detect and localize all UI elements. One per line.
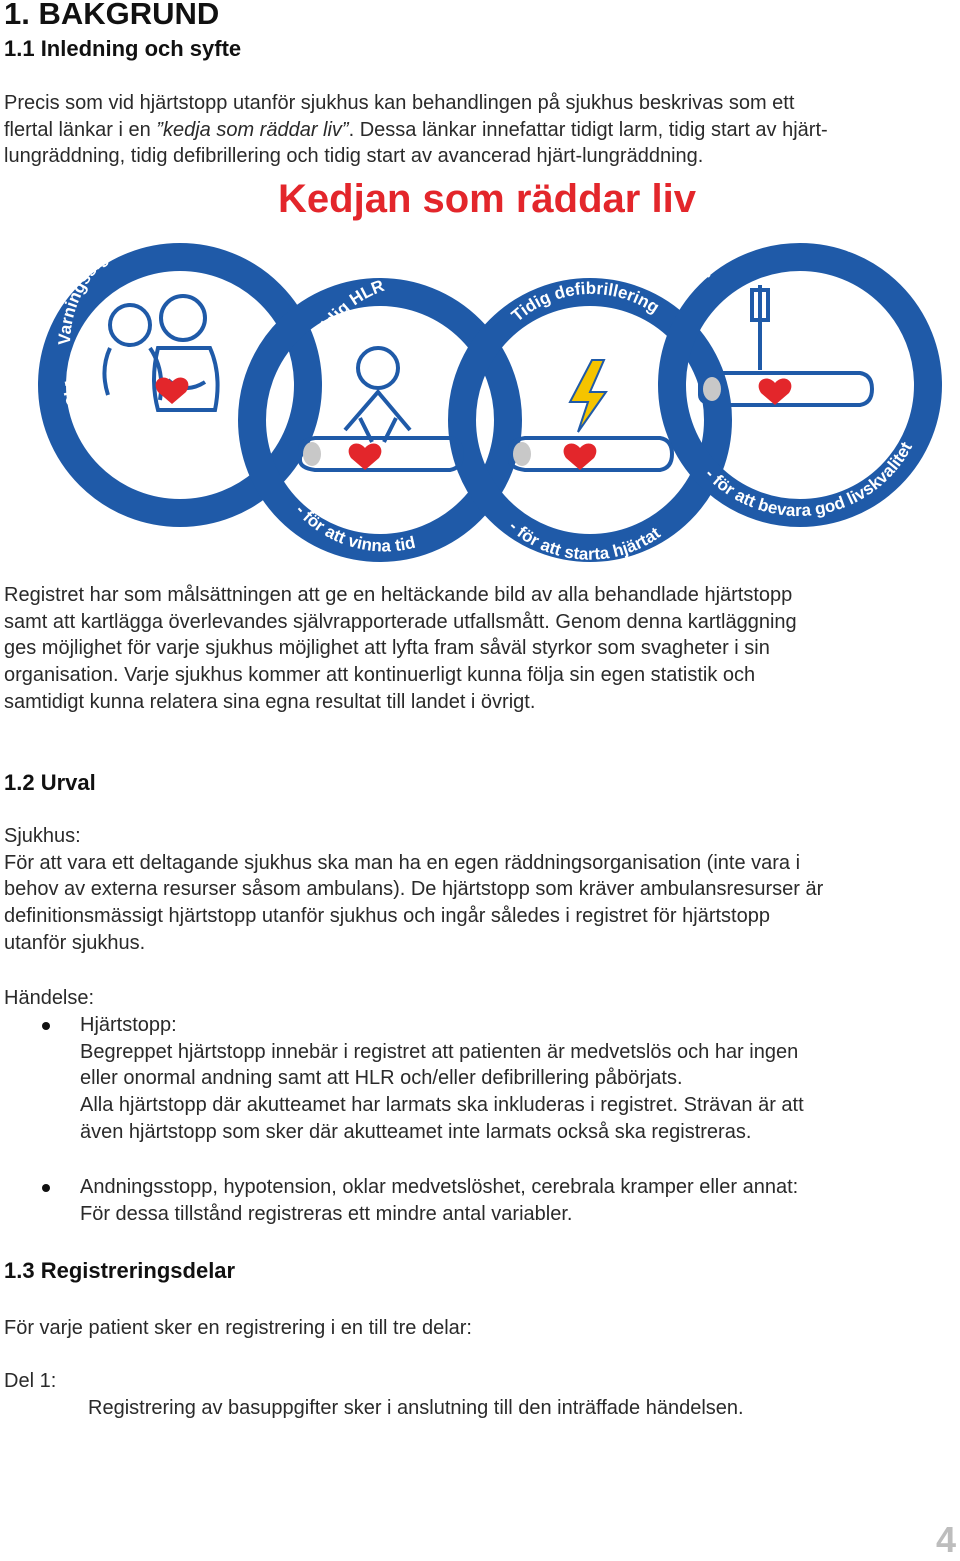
link-3-top-text: Tidig defibrillering	[507, 278, 663, 326]
intro-line-1: Precis som vid hjärtstopp utanför sjukhus kan behandlingen på sjukhus beskrivas som ett	[4, 92, 795, 114]
intro-text: . Dessa länkar innefattar tidigt larm, tidig start av hjärt-	[348, 118, 828, 141]
sjukhus-block	[4, 823, 954, 957]
text-line: För dessa tillstånd registreras ett mindre antal variabler.	[80, 1202, 573, 1225]
text-line: ges möjlighet för varje sjukhus möjlighet att lyfta fram såväl styrkor som svagheter i sin	[4, 637, 770, 660]
registrering-intro: För varje patient sker en registrering i en till tre delar:	[4, 1317, 472, 1339]
link-2-bottom-label	[292, 501, 417, 556]
link-2-top-text: Tidig HLR	[311, 276, 387, 342]
text-line: Registret har som målsättningen att ge en heltäckande bild av alla behandlade hjärtstopp	[4, 584, 793, 606]
heart-icon	[564, 443, 597, 470]
text-line: För att vara ett deltagande sjukhus ska man ha en egen räddningsorganisation (inte vara i	[4, 851, 801, 874]
lightning-icon	[570, 360, 606, 432]
text-line: Andningsstopp, hypotension, oklar medvetslöshet, cerebrala kramper eller annat:	[80, 1176, 799, 1198]
text-line: Begreppet hjärtstopp innebär i registret att patienten är medvetslös och har ingen	[80, 1040, 799, 1063]
text-line: även hjärtstopp som sker där akutteamet inte larmats också ska registreras.	[80, 1120, 752, 1143]
figure-title: Kedjan som räddar liv	[278, 177, 696, 221]
page-heading: 1. BAKGRUND	[4, 0, 220, 31]
patient-head-icon	[513, 442, 531, 466]
text-line: organisation. Varje sjukhus kommer att kontinuerligt kunna följa sin egen statistik och	[4, 664, 756, 687]
chain-illustration	[0, 170, 960, 570]
intro-line-3: lungräddning, tidig defibrillering och tidig start av avancerad hjärt-lungräddning.	[4, 145, 704, 168]
link-2-bottom-text: - för att vinna tid	[291, 500, 418, 556]
text-line: definitionsmässigt hjärtstopp utanför sjukhus och ingår således i registret för hjärtstopp	[4, 905, 770, 928]
sjukhus-label: Sjukhus:	[4, 825, 81, 847]
bullet-icon	[42, 1184, 50, 1192]
section-title-1-1: 1.1 Inledning och syfte	[4, 36, 242, 61]
register-paragraph	[4, 582, 954, 716]
link-3-bottom-text: - för att starta hjärtat	[505, 516, 664, 564]
bullet-icon	[42, 1022, 50, 1030]
link-1-top-text: Varningssignaler och tidigt larm	[54, 215, 267, 346]
text-line: behov av externa resurser såsom ambulans). De hjärtstopp som kräver ambulansresurser är	[4, 878, 824, 901]
section-title-1-3: 1.3 Registreringsdelar	[4, 1258, 236, 1283]
text-line: utanför sjukhus.	[4, 931, 146, 954]
section-title-1-2: 1.2 Urval	[4, 770, 96, 795]
chain-of-survival-figure	[0, 170, 960, 570]
del1-text: Registrering av basuppgifter sker i anslutning till den inträffade händelsen.	[88, 1397, 744, 1419]
handelse-label: Händelse:	[4, 987, 95, 1009]
intro-paragraph	[4, 90, 954, 170]
intro-text: flertal länkar i en	[4, 118, 157, 141]
text-line: samt att kartlägga överlevandes självrapporterade utfallsmått. Genom denna kartläggning	[4, 610, 797, 633]
bullet-andningsstopp	[80, 1174, 954, 1227]
heart-icon	[349, 443, 382, 470]
patient-head-icon	[703, 377, 721, 401]
text-line: eller onormal andning samt att HLR och/eller defibrillering påbörjats.	[80, 1067, 683, 1090]
heart-icon	[759, 378, 792, 405]
text-line: Hjärtstopp:	[80, 1014, 177, 1036]
chain-phrase: ”kedja som räddar liv”	[156, 118, 349, 141]
link-1-bottom-text: - för att förhindra hjärtstopp	[57, 378, 234, 494]
patient-head-icon	[303, 442, 321, 466]
link-4-top-text: Vård efter hjärtstopp	[694, 220, 864, 284]
page-number: 4	[935, 1519, 956, 1560]
link-4-bottom-text: - för att bevara god livskvalitet	[701, 438, 916, 521]
text-line: samtidigt kunna relatera sina egna resultat till landet i övrigt.	[4, 690, 536, 713]
del1-label: Del 1:	[4, 1370, 57, 1392]
text-line: Alla hjärtstopp där akutteamet har larmats ska inkluderas i registret. Strävan är att	[80, 1094, 804, 1117]
intro-line-2	[4, 117, 954, 144]
bullet-hjartstopp	[80, 1012, 954, 1146]
